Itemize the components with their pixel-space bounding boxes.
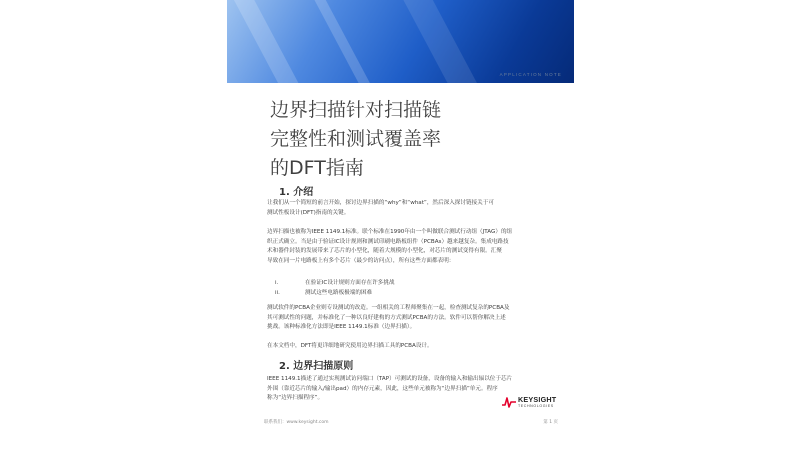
intro-line-2: 测试性板设计(DFT)指南的关键。: [267, 209, 350, 216]
standard-line-3: 挑战。该种标准化方法即是IEEE 1149.1标准（边界扫描）。: [267, 324, 416, 330]
principle-paragraph: [267, 375, 537, 404]
page-number: 第 1 页: [543, 420, 558, 425]
page-title: [270, 96, 441, 183]
principle-line-2: 外围（靠近芯片的输入/输出pad）的内存元素，因此，这些单元被称为“边界扫描”单元。程序: [267, 385, 498, 392]
document-scope-paragraph: 在本文档中，DFT将更详细地研究使用边界扫描工具的PCBA设计。: [267, 343, 433, 349]
principle-line-1: IEEE 1149.1描述了通过实现测试访问端口（TAP）可测试的设备，设备的输入和输出辐以位于芯片: [267, 376, 513, 382]
background-line-3: 术和器件封装的发展带来了芯片的小型化，随着大规模的小型化，对芯片的测试变得有限。汇聚: [267, 248, 502, 254]
standard-line-1: 测试软件的PCBA企业则专设测试的改造。一组相关的工程师聚集在一起，检查测试复杂的PCBA及: [267, 305, 510, 311]
section-2-heading: 2. 边界扫描原则: [279, 361, 354, 372]
background-line-2: 织正式确立。当是由于验证IC设计规则和测试印刷电路板组件（PCBAs）越来越复杂。集成电路技: [267, 238, 509, 245]
list-item-number: i.: [275, 280, 279, 286]
keysight-logo: [502, 393, 570, 413]
list-item-text: 在验证IC设计规则方面存在许多挑战: [305, 280, 395, 286]
title-line-2: 完整性和测试覆盖率: [270, 128, 442, 150]
title-line-1: 边界扫描针对扫描链: [270, 99, 442, 121]
footer-contact-link[interactable]: 联系我们：www.keysight.com: [264, 420, 329, 425]
section-1-heading: 1. 介绍: [279, 187, 314, 198]
background-line-4: 导致在同一片电路板上有多个芯片（最少的访问点），所有这些方面都表明：: [267, 257, 455, 264]
title-line-3: 的DFT指南: [270, 157, 364, 179]
list-item: [267, 278, 394, 288]
list-item: [267, 288, 394, 298]
keysight-wave-icon: [502, 396, 516, 408]
document-page: [227, 0, 574, 450]
logo-subtitle: TECHNOLOGIES: [518, 404, 554, 408]
background-line-1: 边界扫描也被称为IEEE 1149.1标准。联个标准在1990年由一个叫做联合测试行动组（JTAG）的组: [267, 229, 513, 235]
principle-line-3: 称为“边界扫描程序”。: [267, 395, 324, 401]
standard-paragraph: [267, 304, 562, 333]
page-footer: [264, 419, 564, 425]
intro-paragraph: [267, 199, 562, 218]
list-item-text: 测试这些电路板极端的困难: [305, 290, 373, 296]
intro-line-1: 让我们从一个简短的前言开始，探讨边界扫描的“why”和“what”，然后深入探讨链接关于可: [267, 200, 494, 206]
document-type-label: APPLICATION NOTE: [499, 72, 562, 77]
list-item-number: ii.: [275, 290, 280, 296]
background-paragraph: [267, 228, 562, 266]
header-banner: [227, 0, 574, 83]
logo-name: KEYSIGHT: [518, 395, 557, 404]
standard-line-2: 其可测试性的问题，并标准化了一种以良好建构的方式测试PCBA的方法。软件可以帮你解决上述: [267, 314, 506, 321]
challenges-list: [267, 278, 394, 298]
